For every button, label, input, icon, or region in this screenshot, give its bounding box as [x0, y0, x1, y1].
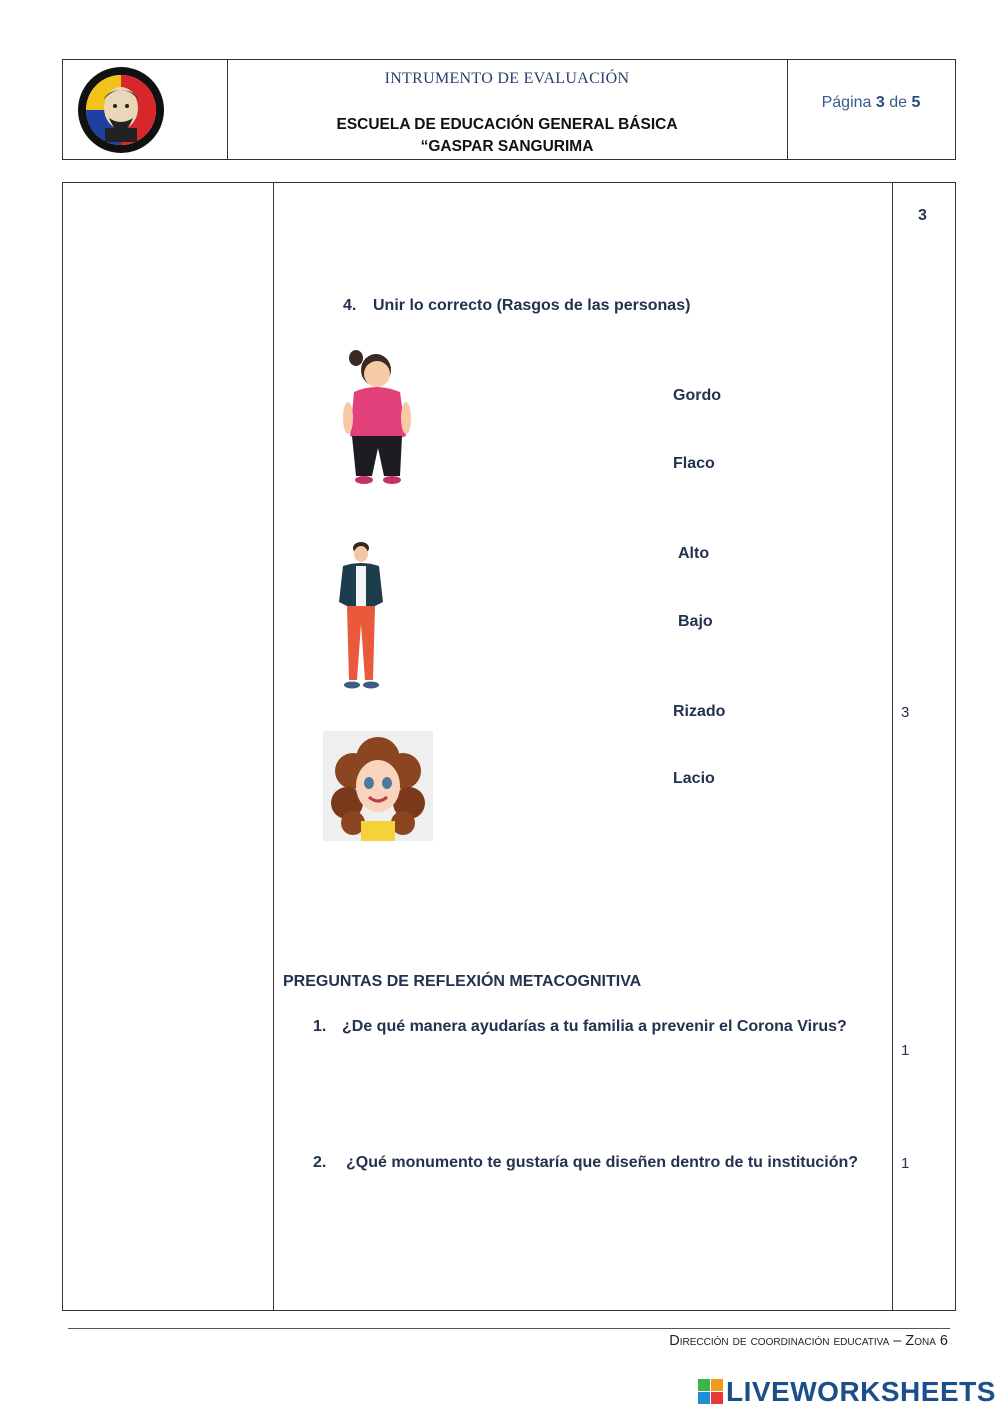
question-4-score: 3 — [901, 704, 910, 721]
column-divider-left — [273, 182, 274, 1311]
option-lacio: Lacio — [673, 770, 715, 787]
footer-text: Dirección de coordinación educativa – Zona 6 — [669, 1333, 948, 1349]
school-name-line1: ESCUELA DE EDUCACIÓN GENERAL BÁSICA — [336, 116, 678, 133]
liveworksheets-logo-text: LIVEWORKSHEETS — [726, 1376, 996, 1407]
tall-man-illustration — [333, 540, 405, 695]
option-rizado: Rizado — [673, 703, 726, 720]
footer-divider — [68, 1328, 950, 1329]
school-name-line2: “GASPAR SANGURIMA — [420, 138, 594, 155]
logo-cell — [63, 60, 228, 159]
option-flaco: Flaco — [673, 455, 715, 472]
page-indicator — [787, 94, 955, 112]
question-4-number: 4. — [343, 297, 357, 314]
top-score: 3 — [918, 207, 927, 224]
document-header — [62, 59, 956, 160]
liveworksheets-icon — [698, 1379, 724, 1405]
reflection-q1-text: ¿De qué manera ayudarías a tu familia a prevenir el Corona Virus? — [342, 1018, 847, 1035]
page-current: 3 — [875, 94, 885, 111]
question-4-text: Unir lo correcto (Rasgos de las personas) — [373, 297, 691, 314]
reflection-q1-number: 1. — [313, 1018, 327, 1035]
reflection-q2-score: 1 — [901, 1155, 910, 1172]
column-divider-right — [892, 182, 893, 1311]
school-title-cell — [227, 60, 788, 159]
worksheet-table — [62, 182, 956, 1311]
option-bajo: Bajo — [678, 613, 713, 630]
reflection-q2-number: 2. — [313, 1154, 327, 1171]
instrument-title: INTRUMENTO DE EVALUACIÓN — [384, 70, 630, 87]
reflection-q1-score: 1 — [901, 1042, 910, 1059]
page-number-cell — [787, 60, 955, 159]
curly-hair-girl-illustration — [323, 731, 433, 841]
option-gordo: Gordo — [673, 387, 721, 404]
reflection-q2-text: ¿Qué monumento te gustaría que diseñen dentro de tu institución? — [346, 1154, 859, 1171]
page-prefix: Página — [821, 94, 872, 111]
option-alto: Alto — [678, 545, 710, 562]
fat-woman-illustration — [340, 348, 414, 488]
page-sep: de — [889, 94, 908, 111]
reflection-title: PREGUNTAS DE REFLEXIÓN METACOGNITIVA — [283, 973, 642, 990]
liveworksheets-brand — [698, 1377, 996, 1407]
school-seal-logo — [63, 60, 227, 159]
page-total: 5 — [911, 94, 921, 111]
